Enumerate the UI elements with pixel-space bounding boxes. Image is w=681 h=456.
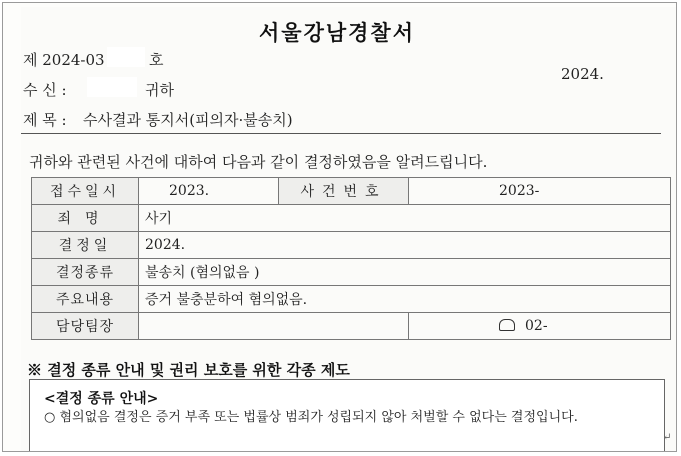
subject-label: 제 목 : <box>23 111 67 129</box>
redacted-recipient <box>87 77 137 97</box>
charge-label: 죄명 <box>32 205 139 232</box>
header-divider <box>21 133 661 134</box>
intro-text: 귀하와 관련된 사건에 대하여 다음과 같이 결정하였음을 알려드립니다. <box>29 153 488 171</box>
agency-title: 서울강남경찰서 <box>259 20 416 45</box>
doc-number: 제 2024-03 <box>23 51 105 69</box>
summary-value: 증거 불충분하여 혐의없음. <box>139 286 671 313</box>
guide-box-text: ○ 혐의없음 결정은 증거 부족 또는 법률상 범죄가 성립되지 않아 처벌할 수 없다는 결정입니다. <box>44 410 578 425</box>
phone-icon <box>499 319 515 331</box>
table-row <box>32 232 671 259</box>
recipient-label: 수 신 : <box>23 81 67 99</box>
receipt-date-label: 접수일시 <box>32 178 139 205</box>
document-frame <box>2 2 677 452</box>
result-table <box>31 177 671 340</box>
table-row <box>32 313 671 340</box>
return-mark: ↵ <box>663 432 672 443</box>
table-row <box>32 178 671 205</box>
table-row <box>32 259 671 286</box>
section-heading: ※ 결정 종류 안내 및 권리 보호를 위한 각종 제도 <box>27 361 350 379</box>
subject-text: 수사결과 통지서(피의자·불송치) <box>83 111 293 129</box>
recipient-suffix: 귀하 <box>145 81 174 99</box>
phone-cell <box>409 313 671 340</box>
redacted-doc-number <box>107 47 145 67</box>
decision-guide-box <box>29 379 665 452</box>
case-number-label: 사건번호 <box>279 178 409 205</box>
receipt-date-value: 2023. <box>139 178 279 205</box>
team-leader-value <box>139 313 409 340</box>
scanned-notice <box>21 7 677 452</box>
decision-type-label: 결정종류 <box>32 259 139 286</box>
decision-date-value: 2024. <box>139 232 671 259</box>
guide-box-title: <결정 종류 안내> <box>44 391 159 407</box>
table-row <box>32 286 671 313</box>
charge-value: 사기 <box>139 205 671 232</box>
team-leader-label: 담당팀장 <box>32 313 139 340</box>
phone-value: 02- <box>525 318 548 334</box>
case-number-value: 2023- <box>409 178 671 205</box>
doc-date: 2024. <box>561 65 604 83</box>
doc-number-suffix: 호 <box>149 51 164 69</box>
summary-label: 주요내용 <box>32 286 139 313</box>
decision-type-value: 불송치 (혐의없음 ) <box>139 259 671 286</box>
decision-date-label: 결정일 <box>32 232 139 259</box>
table-row <box>32 205 671 232</box>
